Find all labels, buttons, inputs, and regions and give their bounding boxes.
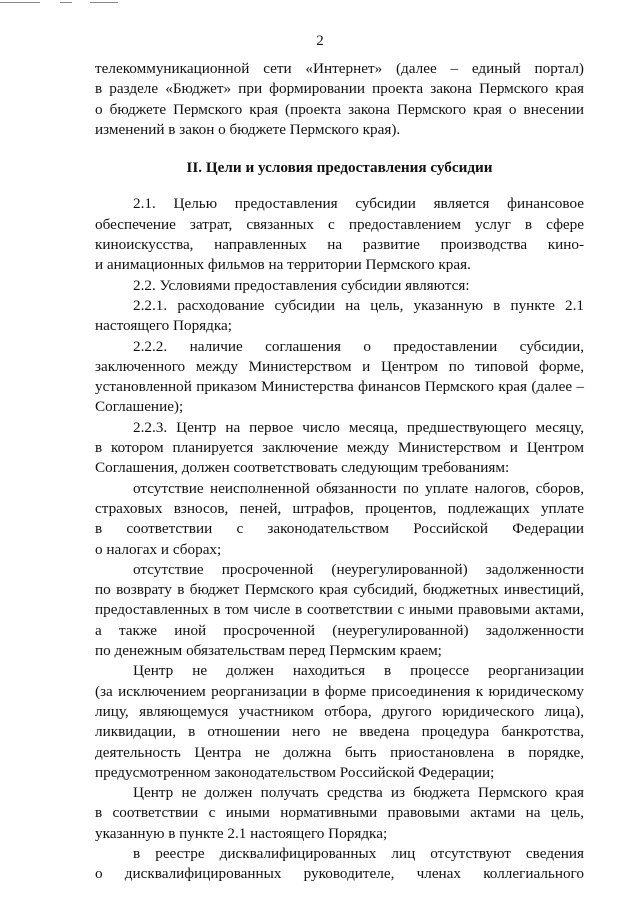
text-line: в котором планируется заключение между Министерством и Центром — [95, 439, 584, 457]
text-line: Центр не должен находиться в процессе реорганизации — [133, 662, 584, 680]
text-line: установленной приказом Министерства финансов Пермского края (далее – — [95, 378, 584, 396]
text-line: 2.2.2. наличие соглашения о предоставлении субсидии, — [133, 337, 584, 355]
scan-edge-marks — [0, 0, 200, 6]
page-number: 2 — [316, 33, 324, 49]
text-line: по денежным обязательствам перед Пермским краем; — [95, 642, 442, 660]
text-line: в соответствии с законодательством Российской Федерации — [95, 520, 584, 538]
text-line: ликвидации, в отношении него не введена процедура банкротства, — [95, 723, 584, 741]
text-line: по возврату в бюджет Пермского края субсидий, бюджетных инвестиций, — [95, 581, 584, 599]
text-line: Соглашение); — [95, 398, 184, 416]
text-line: в разделе «Бюджет» при формировании проекта закона Пермского края — [95, 80, 584, 98]
text-line: телекоммуникационной сети «Интернет» (далее – единый портал) — [95, 60, 584, 77]
text-line: киноискусства, направленных на развитие производства кино- — [95, 236, 584, 254]
text-line: предоставленных в том числе в соответствии с иными правовыми актами, — [95, 601, 584, 619]
text-line: о дисквалифицированных руководителе, членах коллегиального — [95, 865, 584, 883]
text-line: 2.2.3. Центр на первое число месяца, предшествующего месяцу, — [133, 418, 584, 436]
text-line: изменений в закон о бюджете Пермского края). — [95, 120, 401, 138]
document-body — [95, 59, 584, 885]
text-line: в соответствии с иными нормативными правовыми актами на цель, — [95, 804, 584, 822]
text-line: 2.2. Условиями предоставления субсидии являются: — [133, 276, 470, 294]
text-line: отсутствие просроченной (неурегулированной) задолженности — [133, 560, 584, 578]
text-line: обеспечение затрат, связанных с предоставлением услуг в сфере — [95, 215, 584, 233]
text-line: 2.1. Целью предоставления субсидии является финансовое — [133, 195, 584, 213]
text-line: указанную в пункте 2.1 настоящего Порядка; — [95, 824, 388, 842]
text-line: деятельность Центра не должна быть приостановлена в порядке, — [95, 743, 584, 761]
text-line: страховых взносов, пеней, штрафов, процентов, подлежащих уплате — [95, 499, 584, 517]
text-line: 2.2.1. расходование субсидии на цель, указанную в пункте 2.1 — [133, 296, 584, 314]
text-line: отсутствие неисполненной обязанности по уплате налогов, сборов, — [133, 479, 584, 497]
text-line: (за исключением реорганизации в форме присоединения к юридическому — [95, 682, 584, 700]
text-line: в реестре дисквалифицированных лиц отсутствуют сведения — [133, 844, 584, 862]
text-line: предусмотренном законодательством Российской Федерации; — [95, 763, 495, 781]
text-line: лицу, являющемуся участником отбора, другого юридического лица), — [95, 702, 584, 720]
text-line: и анимационных фильмов на территории Пермского края. — [95, 256, 471, 274]
text-line: о налогах и сборах; — [95, 540, 222, 558]
text-line: Центр не должен получать средства из бюджета Пермского края — [133, 784, 584, 802]
text-line: настоящего Порядка; — [95, 317, 232, 335]
text-line: а также иной просроченной (неурегулированной) задолженности — [95, 621, 584, 639]
text-line: Соглашения, должен соответствовать следующим требованиям: — [95, 459, 510, 477]
text-line: заключенного между Министерством и Центром по типовой форме, — [95, 357, 584, 375]
text-line: о бюджете Пермского края (проекта закона Пермского края о внесении — [95, 100, 584, 118]
section-heading: II. Цели и условия предоставления субсидии — [186, 159, 493, 177]
